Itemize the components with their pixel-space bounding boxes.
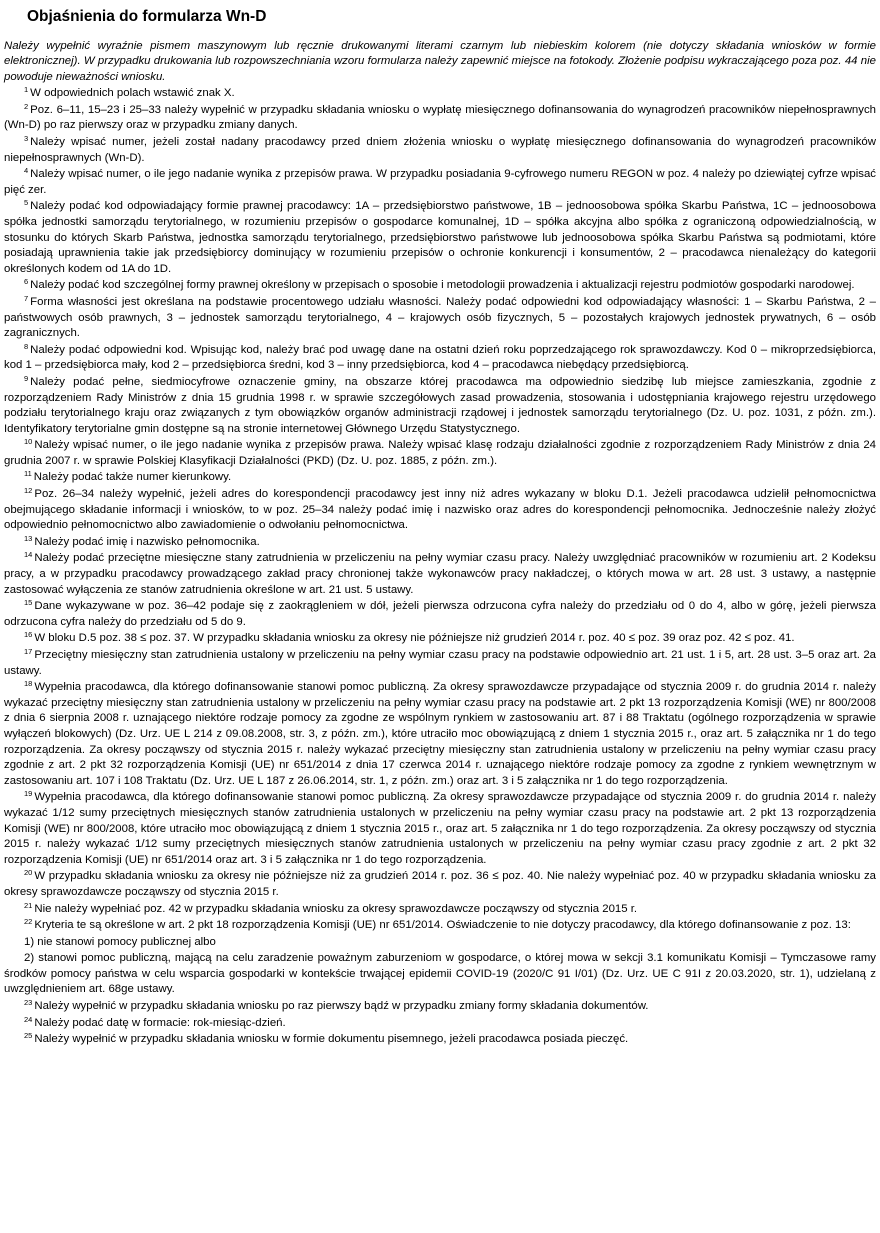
- footnote-text: Należy podać imię i nazwisko pełnomocnika.: [34, 535, 260, 548]
- footnote-text: Należy podać odpowiedni kod. Wpisując kod, należy brać pod uwagę dane na ostatni dzień roku poprzedzającego rok sprawozdawczy. Kod 0 – mikroprzedsiębiorca, kod 1 – przedsiębiorca mały, kod 2 – przedsiębiorca średni, kod 3 – inny przedsiębiorca, kod 4 – pracodawca niebędący przedsiębiorcą.: [4, 343, 876, 372]
- footnote-number: 20: [24, 868, 33, 878]
- footnote-text: Należy podać także numer kierunkowy.: [33, 471, 232, 484]
- footnote-17: [4, 648, 876, 679]
- footnote-number: 3: [24, 134, 29, 143]
- footnote-number: 6: [24, 277, 29, 287]
- footnote-3: [4, 135, 876, 166]
- footnote-19: [4, 790, 876, 868]
- footnote-5: [4, 199, 876, 277]
- footnote-4: [4, 167, 876, 198]
- footnote-13: [4, 535, 876, 551]
- page-title: Objaśnienia do formularza Wn-D: [27, 8, 267, 25]
- footnote-22: [4, 918, 876, 934]
- footnote-text: Należy wpisać numer, jeżeli został nadany pracodawcy przed dniem złożenia wniosku o wypłatę miesięcznego dofinansowania do wynagrodzeń pracowników niepełnosprawnych (Wn-D).: [4, 136, 876, 164]
- footnote-number: 8: [24, 341, 29, 351]
- footnote-21: [4, 902, 876, 918]
- footnote-15: [4, 599, 876, 630]
- footnote-text: Należy podać datę w formacie: rok-miesiąc-dzień.: [34, 1016, 286, 1029]
- footnote-10: [4, 438, 876, 469]
- footnote-number: 14: [24, 550, 33, 560]
- footnote-number: 18: [24, 679, 33, 689]
- footnote-number: 9: [24, 373, 29, 383]
- footnote-number: 23: [24, 998, 33, 1008]
- footnote-2: [4, 103, 876, 134]
- footnote-text: Należy wypełnić w przypadku składania wniosku po raz pierwszy bądź w przypadku zmiany formy składania dokumentów.: [34, 1000, 649, 1013]
- footnote-text: Należy podać kod odpowiadający formie prawnej pracodawcy: 1A – przedsiębiorstwo państwowe, 1B – jednoosobowa spółka Skarbu Państwa, 1C – jednoosobowa spółka jednostki samorządu terytorialnego, w rozumieniu przepisów o gospodarce komunalnej, 1D – spółka akcyjna albo spółka z ograniczoną odpowiedzialnością, w stosunku do których Skarb Państwa, jednostka samorządu terytorialnego, przedsiębiorstwo państwowe lub jednoosobowa spółka Skarbu Państwa są podmiotami, które posiadają uprawnienia takie jak przedsiębiorcy dominujący w rozumieniu przepisów o ochronie konkurencji i konsumentów, 2 – pracodawca nienależący do kategorii określonych kodem od 1A do 1D.: [4, 200, 876, 275]
- footnote-text: W odpowiednich polach wstawić znak X.: [30, 87, 235, 100]
- footnote-25: [4, 1032, 876, 1048]
- footnote-number: 7: [24, 293, 29, 303]
- footnote-number: 4: [24, 166, 29, 176]
- footnote-number: 24: [24, 1014, 33, 1024]
- notes-list: [4, 86, 876, 933]
- footnote-number: 15: [24, 598, 33, 608]
- footnote-number: 11: [24, 469, 32, 479]
- footnote-text: Należy podać kod szczególnej formy prawnej określony w przepisach o sposobie i metodologii prowadzenia i aktualizacji rejestru podmiotów gospodarki narodowej.: [30, 279, 855, 292]
- footnote-number: 19: [24, 789, 33, 799]
- footnote-text: Należy podać pełne, siedmiocyfrowe oznaczenie gminy, na obszarze której pracodawca ma odpowiednio siedzibę lub miejsce zamieszkania, zgodnie z rozporządzeniem Rady Ministrów z dnia 15 grudnia 1998 r. w sprawie szczegółowych zasad prowadzenia, stosowania i udostępniania krajowego rejestru urzędowego podziału terytorialnego kraju oraz związanych z tym obowiązków organów administracji rządowej i jednostek samorządu terytorialnego (Dz. U. poz. 1031, z późn. zm.). Identyfikatory terytorialne gmin dostępne są na stronie internetowej Głównego Urzędu Statystycznego.: [4, 375, 876, 435]
- footnote-12: [4, 487, 876, 534]
- footnote-text: Nie należy wypełniać poz. 42 w przypadku składania wniosku za okresy sprawozdawcze począwszy od stycznia 2015 r.: [34, 902, 638, 915]
- footnote-text: Poz. 6–11, 15–23 i 25–33 należy wypełnić w przypadku składania wniosku o wypłatę miesięcznego dofinansowania do wynagrodzeń pracowników niepełnosprawnych (Wn-D) po raz pierwszy oraz w przypadku zmiany danych.: [4, 103, 876, 132]
- footnote-text: Kryteria te są określone w art. 2 pkt 18 rozporządzenia Komisji (UE) nr 651/2014. Oświadczenie to nie dotyczy pracodawcy, dla którego dofinansowanie z poz. 13:: [34, 919, 851, 932]
- footnote-11: [4, 470, 876, 486]
- footnote-6: [4, 278, 876, 294]
- footnote-text: Wypełnia pracodawca, dla którego dofinansowanie stanowi pomoc publiczną. Za okresy sprawozdawcze przypadające od stycznia 2009 r. do grudnia 2014 r. należy wykazać 1/12 sumy przeciętnych miesięcznych stanów zatrudnienia ustalonych w przeliczeniu na pełny wymiar czasu pracy na podstawie art. 2 pkt 13 rozporządzenia Komisji (WE) nr 800/2008, które utraciło moc obowiązującą z dniem 1 stycznia 2015 r., oraz art. 5 załącznika nr 1 do tego rozporządzenia. Za okresy począwszy od stycznia 2015 r. należy wykazać 1/12 sumy przeciętnych miesięcznych stanów zatrudnienia ustalonych w przeliczeniu na pełny wymiar czasu pracy zgodnie z art. 2 pkt 32 rozporządzenia Komisji (UE) nr 651/2014 oraz art. 3 i 5 załącznika nr 1 do tego rozporządzenia.: [4, 791, 876, 866]
- footnote-text: W przypadku składania wniosku za okresy nie późniejsze niż za grudzień 2014 r. poz. 36 ≤ poz. 40. Nie należy wypełniać poz. 40 w przypadku składania wniosku za okresy sprawozdawcze począwszy od stycznia 2015 r.: [4, 870, 876, 898]
- footnote-number: 5: [24, 198, 29, 208]
- footnote-text: Dane wykazywane w poz. 36–42 podaje się z zaokrągleniem w dół, jeżeli pierwsza odrzucona cyfra należy do przedziału od 0 do 4, albo w górę, jeżeli pierwsza odrzucona cyfra należy do przedziału od 5 do 9.: [4, 600, 876, 628]
- footnote-number: 1: [24, 85, 29, 95]
- footnote-text: Poz. 26–34 należy wypełnić, jeżeli adres do korespondencji pracodawcy jest inny niż adres wykazany w bloku D.1. Jeżeli pracodawca udzielił pełnomocnictwa obejmującego składanie informacji i wniosków, to w poz. 25–34 należy podać imię i nazwisko oraz adres do korespondencji pełnomocnika. Jednocześnie należy złożyć odpowiednio pełnomocnictwo albo zawiadomienie o odwołaniu pełnomocnictwa.: [4, 488, 876, 532]
- footnote-23: [4, 999, 876, 1015]
- intro-paragraph: Należy wypełnić wyraźnie pismem maszynowym lub ręcznie drukowanymi literami czarnym lub niebieskim kolorem (nie dotyczy składania wniosków w formie elektronicznej). W przypadku drukowania lub rozpowszechniania wzoru formularza należy zapewnić miejsce na fotokody. Złożenie podpisu wykraczającego poza poz. 44 nie powoduje nieważności wniosku.: [4, 40, 876, 83]
- sub-items-list: [4, 935, 876, 998]
- footnote-9: [4, 375, 876, 437]
- notes-end-list: [4, 999, 876, 1048]
- footnote-text: Należy wpisać numer, o ile jego nadanie wynika z przepisów prawa. Należy wpisać klasę rodzaju działalności zgodnie z rozporządzeniem Rady Ministrów z dnia 24 grudnia 2007 r. w sprawie Polskiej Klasyfikacji Działalności (PKD) (Dz. U. poz. 1885, z późn. zm.).: [4, 439, 876, 467]
- footnote-text: Należy podać przeciętne miesięczne stany zatrudnienia w przeliczeniu na pełny wymiar czasu pracy. Należy uwzględniać pracowników w rozumieniu art. 2 Kodeksu pracy, a w przypadku pracodawcy prowadzącego zakład pracy chronionej także wykonawców pracy nakładczej, o których mowa w art. 28 ust. 3 ustawy, a następnie zastosować wyłączenia ze stanów zatrudnienia określone w art. 21 ust. 5 ustawy.: [4, 552, 876, 596]
- footnote-8: [4, 343, 876, 374]
- footnote-20: [4, 869, 876, 900]
- footnote-text: Wypełnia pracodawca, dla którego dofinansowanie stanowi pomoc publiczną. Za okresy sprawozdawcze przypadające od stycznia 2009 r. do grudnia 2014 r. należy wykazać przeciętny miesięczny stan zatrudnienia ustalony w przeliczeniu na pełny wymiar czasu pracy na podstawie art. 2 pkt 13 rozporządzenia Komisji (WE) nr 800/2008 z dnia 6 sierpnia 2008 r. uznającego niektóre rodzaje pomocy za zgodne ze wspólnym rynkiem w zastosowaniu art. 87 i 88 Traktatu (ogólnego rozporządzenia w sprawie wyłączeń blokowych) (Dz. Urz. UE L 214 z 09.08.2008, str. 3, z późn. zm.), które utraciło moc obowiązującą z dniem 1 stycznia 2015 r., oraz art. 5 załącznika nr 1 do tego rozporządzenia. Za okresy począwszy od stycznia 2015 r. należy wykazać przeciętny miesięczny stan zatrudnienia ustalony w przeliczeniu na pełny wymiar czasu pracy zgodnie z art. 2 pkt 32 rozporządzenia Komisji (UE) nr 651/2014 z dnia 17 czerwca 2014 r. uznającego niektóre rodzaje pomocy za zgodne z rynkiem wewnętrznym w zastosowaniu art. 107 i 108 Traktatu (Dz. Urz. UE L 187 z 26.06.2014, str. 1, z późn. zm.) oraz art. 3 i 5 załącznika nr 1 do tego rozporządzenia.: [4, 681, 876, 787]
- footnote-number: 22: [24, 917, 33, 927]
- sub-item: 1) nie stanowi pomocy publicznej albo: [24, 935, 216, 948]
- footnote-text: Przeciętny miesięczny stan zatrudnienia ustalony w przeliczeniu na pełny wymiar czasu pracy na podstawie odpowiednio art. 21 ust. 1 i 5, art. 28 ust. 3–5 oraz art. 2a ustawy.: [4, 649, 876, 677]
- footnote-number: 21: [24, 900, 33, 910]
- footnote-1: [4, 86, 876, 102]
- footnote-text: Należy wpisać numer, o ile jego nadanie wynika z przepisów prawa. W przypadku posiadania 9-cyfrowego numeru REGON w poz. 4 należy po dziewiątej cyfrze wpisać pięć zer.: [4, 168, 876, 196]
- footnote-text: W bloku D.5 poz. 38 ≤ poz. 37. W przypadku składania wniosku za okresy nie późniejsze niż grudzień 2014 r. poz. 40 ≤ poz. 39 oraz poz. 42 ≤ poz. 41.: [34, 632, 795, 645]
- footnote-16: [4, 631, 876, 647]
- footnote-text: Należy wypełnić w przypadku składania wniosku w formie dokumentu pisemnego, jeżeli pracodawca posiada pieczęć.: [34, 1033, 629, 1046]
- footnote-number: 17: [24, 647, 33, 656]
- footnote-number: 2: [24, 101, 29, 111]
- footnote-number: 13: [24, 533, 33, 543]
- footnote-7: [4, 295, 876, 342]
- footnote-number: 10: [24, 437, 33, 447]
- sub-item: 2) stanowi pomoc publiczną, mającą na celu zaradzenie poważnym zaburzeniom w gospodarce, o której mowa w sekcji 3.1 komunikatu Komisji – Tymczasowe ramy środków pomocy państwa w celu wsparcia gospodarki w kontekście trwającej epidemii COVID-19 (2020/C 91 I/01) (Dz. Urz. UE C 91I z 20.03.2020, str. 1), udzielaną z uwzględnieniem art. 68ge ustawy.: [4, 952, 876, 996]
- footnote-14: [4, 551, 876, 598]
- footnote-18: [4, 680, 876, 789]
- footnote-text: Forma własności jest określana na podstawie procentowego udziału własności. Należy podać odpowiedni kod odpowiadający własności: 1 – Skarbu Państwa, 2 – państwowych osób prawnych, 3 – jednostek samorządu terytorialnego, 4 – krajowych osób fizycznych, 5 – pozostałych krajowych jednostek prywatnych, 6 – osób zagranicznych.: [4, 295, 876, 340]
- footnote-24: [4, 1016, 876, 1032]
- footnote-number: 25: [24, 1031, 33, 1041]
- footnote-number: 16: [24, 630, 33, 640]
- footnote-number: 12: [24, 486, 33, 496]
